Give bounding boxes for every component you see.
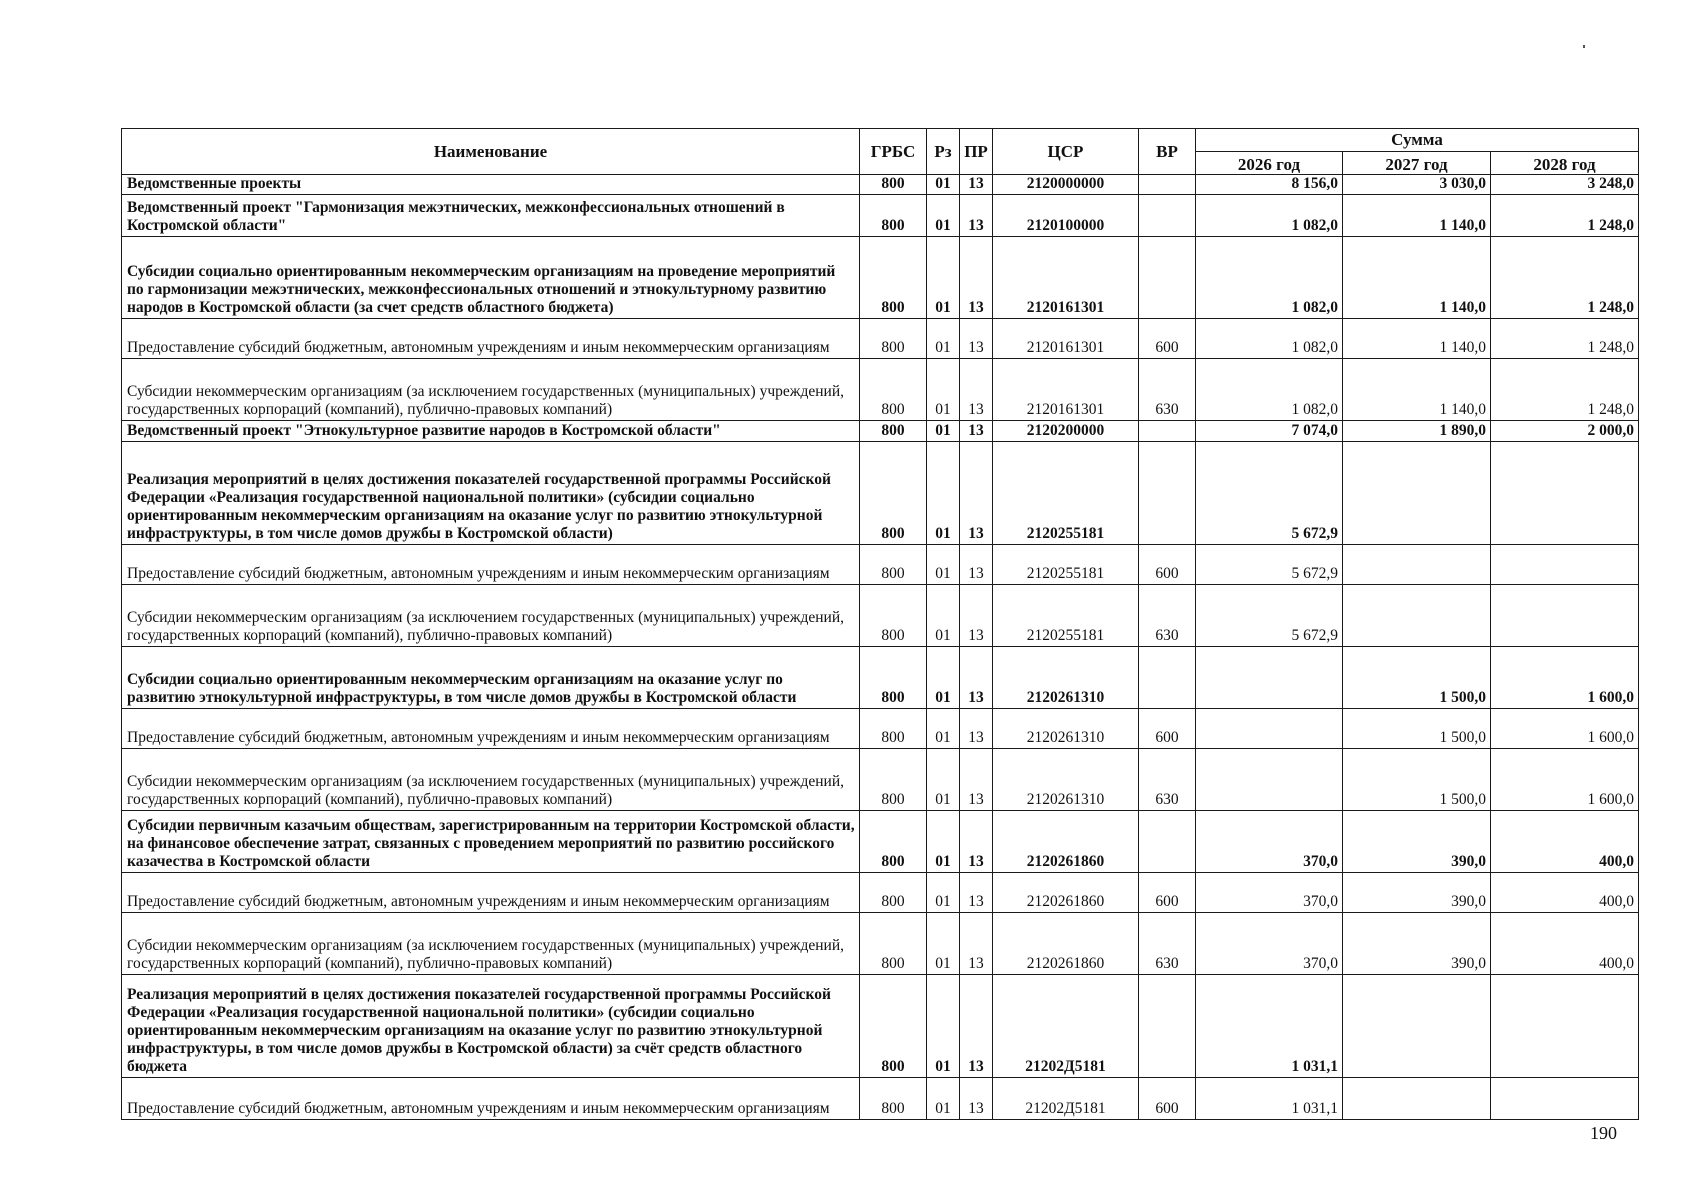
cell-grbs: 800 <box>860 913 927 975</box>
cell-2027: 390,0 <box>1343 873 1491 913</box>
table-row <box>122 873 1639 913</box>
cell-csr: 2120161301 <box>993 319 1139 359</box>
cell-2026 <box>1196 709 1343 749</box>
cell-csr: 2120261310 <box>993 749 1139 811</box>
cell-2026 <box>1196 749 1343 811</box>
cell-grbs: 800 <box>860 442 927 545</box>
cell-pr: 13 <box>960 811 993 873</box>
cell-name: Ведомственный проект "Гармонизация межэтнических, межконфессиональных отношений в Костромской области" <box>122 195 860 237</box>
cell-2027: 1 890,0 <box>1343 421 1491 442</box>
cell-name: Субсидии некоммерческим организациям (за исключением государственных (муниципальных) учреждений, государственных корпораций (компаний), публично-правовых компаний) <box>122 913 860 975</box>
cell-rz: 01 <box>927 421 960 442</box>
cell-name: Субсидии некоммерческим организациям (за исключением государственных (муниципальных) учреждений, государственных корпораций (компаний), публично-правовых компаний) <box>122 749 860 811</box>
cell-2028: 1 248,0 <box>1491 319 1639 359</box>
cell-2028: 400,0 <box>1491 913 1639 975</box>
header-year-2027: 2027 год <box>1343 152 1491 175</box>
cell-rz: 01 <box>927 647 960 709</box>
cell-rz: 01 <box>927 873 960 913</box>
cell-2028 <box>1491 442 1639 545</box>
cell-pr: 13 <box>960 319 993 359</box>
cell-grbs: 800 <box>860 359 927 421</box>
cell-csr: 21202Д5181 <box>993 1078 1139 1120</box>
cell-2026: 1 031,1 <box>1196 1078 1343 1120</box>
header-year-2026: 2026 год <box>1196 152 1343 175</box>
cell-2027 <box>1343 442 1491 545</box>
cell-csr: 2120255181 <box>993 442 1139 545</box>
cell-grbs: 800 <box>860 175 927 195</box>
cell-2027: 1 140,0 <box>1343 319 1491 359</box>
header-year-2028: 2028 год <box>1491 152 1639 175</box>
cell-2028: 400,0 <box>1491 873 1639 913</box>
cell-csr: 2120255181 <box>993 585 1139 647</box>
cell-vr: 630 <box>1139 749 1196 811</box>
cell-2026: 370,0 <box>1196 913 1343 975</box>
cell-2028: 1 248,0 <box>1491 195 1639 237</box>
table-row <box>122 647 1639 709</box>
cell-csr: 2120261860 <box>993 873 1139 913</box>
cell-2027: 390,0 <box>1343 913 1491 975</box>
cell-pr: 13 <box>960 709 993 749</box>
cell-2026: 1 082,0 <box>1196 237 1343 319</box>
table-row <box>122 811 1639 873</box>
header-rz: Рз <box>927 129 960 175</box>
cell-name: Субсидии социально ориентированным некоммерческим организациям на проведение мероприятий по гармонизации межэтнических, межконфессиональных отношений и этнокультурному развитию народов в Костромской области (за счет средств областного бюджета) <box>122 237 860 319</box>
cell-name: Ведомственный проект "Этнокультурное развитие народов в Костромской области" <box>122 421 860 442</box>
cell-vr: 630 <box>1139 359 1196 421</box>
cell-2026: 1 082,0 <box>1196 319 1343 359</box>
cell-2028: 1 600,0 <box>1491 709 1639 749</box>
cell-vr <box>1139 647 1196 709</box>
cell-grbs: 800 <box>860 647 927 709</box>
cell-grbs: 800 <box>860 237 927 319</box>
cell-pr: 13 <box>960 421 993 442</box>
table-row <box>122 442 1639 545</box>
table-row <box>122 709 1639 749</box>
cell-2027: 390,0 <box>1343 811 1491 873</box>
cell-2028: 1 248,0 <box>1491 359 1639 421</box>
cell-pr: 13 <box>960 545 993 585</box>
cell-2028: 1 600,0 <box>1491 749 1639 811</box>
cell-vr <box>1139 421 1196 442</box>
cell-csr: 2120261310 <box>993 709 1139 749</box>
cell-csr: 2120100000 <box>993 195 1139 237</box>
cell-vr: 630 <box>1139 585 1196 647</box>
cell-csr: 2120200000 <box>993 421 1139 442</box>
cell-grbs: 800 <box>860 709 927 749</box>
cell-name: Реализация мероприятий в целях достижения показателей государственной программы Российской Федерации «Реализация государственной национальной политики» (субсидии социально ориентированным некоммерческим организациям на оказание услуг по развитию этнокультурной инфраструктуры, в том числе домов дружбы в Костромской области) <box>122 442 860 545</box>
cell-rz: 01 <box>927 359 960 421</box>
cell-grbs: 800 <box>860 319 927 359</box>
cell-2027 <box>1343 545 1491 585</box>
cell-name: Предоставление субсидий бюджетным, автономным учреждениям и иным некоммерческим организациям <box>122 709 860 749</box>
cell-csr: 2120000000 <box>993 175 1139 195</box>
cell-pr: 13 <box>960 585 993 647</box>
cell-rz: 01 <box>927 811 960 873</box>
cell-vr <box>1139 811 1196 873</box>
cell-vr: 600 <box>1139 1078 1196 1120</box>
table-row <box>122 913 1639 975</box>
cell-2028: 400,0 <box>1491 811 1639 873</box>
table-row <box>122 545 1639 585</box>
cell-2028: 1 248,0 <box>1491 237 1639 319</box>
cell-name: Предоставление субсидий бюджетным, автономным учреждениям и иным некоммерческим организациям <box>122 873 860 913</box>
cell-vr <box>1139 442 1196 545</box>
cell-grbs: 800 <box>860 975 927 1078</box>
cell-2027 <box>1343 585 1491 647</box>
cell-rz: 01 <box>927 195 960 237</box>
cell-name: Реализация мероприятий в целях достижения показателей государственной программы Российской Федерации «Реализация государственной национальной политики» (субсидии социально ориентированным некоммерческим организациям на оказание услуг по развитию этнокультурной инфраструктуры, в том числе домов дружбы в Костромской области) за счёт средств областного бюджета <box>122 975 860 1078</box>
cell-name: Предоставление субсидий бюджетным, автономным учреждениям и иным некоммерческим организациям <box>122 1078 860 1120</box>
table-row <box>122 319 1639 359</box>
cell-2026: 1 082,0 <box>1196 359 1343 421</box>
cell-vr: 600 <box>1139 873 1196 913</box>
cell-2027: 1 500,0 <box>1343 749 1491 811</box>
budget-table <box>121 128 1639 1120</box>
cell-2027: 1 500,0 <box>1343 647 1491 709</box>
table-row <box>122 421 1639 442</box>
header-pr: ПР <box>960 129 993 175</box>
cell-2026: 1 031,1 <box>1196 975 1343 1078</box>
cell-csr: 2120261310 <box>993 647 1139 709</box>
header-sum: Сумма <box>1196 129 1639 152</box>
cell-vr <box>1139 195 1196 237</box>
cell-2027 <box>1343 975 1491 1078</box>
cell-2027: 1 500,0 <box>1343 709 1491 749</box>
cell-vr: 630 <box>1139 913 1196 975</box>
header-csr: ЦСР <box>993 129 1139 175</box>
cell-2028 <box>1491 1078 1639 1120</box>
table-row <box>122 1078 1639 1120</box>
cell-vr: 600 <box>1139 319 1196 359</box>
cell-csr: 2120261860 <box>993 913 1139 975</box>
cell-name: Предоставление субсидий бюджетным, автономным учреждениям и иным некоммерческим организациям <box>122 319 860 359</box>
cell-2026: 5 672,9 <box>1196 442 1343 545</box>
header-vr: ВР <box>1139 129 1196 175</box>
cell-vr <box>1139 975 1196 1078</box>
cell-pr: 13 <box>960 175 993 195</box>
cell-csr: 2120255181 <box>993 545 1139 585</box>
cell-pr: 13 <box>960 975 993 1078</box>
cell-2028 <box>1491 585 1639 647</box>
cell-2026: 1 082,0 <box>1196 195 1343 237</box>
cell-csr: 2120261860 <box>993 811 1139 873</box>
cell-rz: 01 <box>927 749 960 811</box>
cell-grbs: 800 <box>860 873 927 913</box>
cell-rz: 01 <box>927 545 960 585</box>
cell-pr: 13 <box>960 195 993 237</box>
cell-name: Субсидии первичным казачьим обществам, зарегистрированным на территории Костромской области, на финансовое обеспечение затрат, связанных с проведением мероприятий по развитию российского казачества в Костромской области <box>122 811 860 873</box>
cell-pr: 13 <box>960 913 993 975</box>
cell-rz: 01 <box>927 319 960 359</box>
cell-grbs: 800 <box>860 545 927 585</box>
cell-2028: 2 000,0 <box>1491 421 1639 442</box>
cell-2027: 3 030,0 <box>1343 175 1491 195</box>
cell-vr <box>1139 237 1196 319</box>
cell-pr: 13 <box>960 1078 993 1120</box>
cell-2026: 370,0 <box>1196 873 1343 913</box>
cell-2027: 1 140,0 <box>1343 359 1491 421</box>
table-row <box>122 359 1639 421</box>
cell-pr: 13 <box>960 749 993 811</box>
cell-2028: 1 600,0 <box>1491 647 1639 709</box>
table-row <box>122 585 1639 647</box>
cell-csr: 21202Д5181 <box>993 975 1139 1078</box>
header-name: Наименование <box>122 129 860 175</box>
cell-pr: 13 <box>960 359 993 421</box>
cell-grbs: 800 <box>860 585 927 647</box>
cell-2028 <box>1491 975 1639 1078</box>
cell-pr: 13 <box>960 442 993 545</box>
cell-rz: 01 <box>927 175 960 195</box>
cell-name: Субсидии социально ориентированным некоммерческим организациям на оказание услуг по развитию этнокультурной инфраструктуры, в том числе домов дружбы в Костромской области <box>122 647 860 709</box>
cell-2026: 7 074,0 <box>1196 421 1343 442</box>
cell-grbs: 800 <box>860 1078 927 1120</box>
cell-rz: 01 <box>927 913 960 975</box>
cell-rz: 01 <box>927 442 960 545</box>
cell-vr: 600 <box>1139 709 1196 749</box>
cell-rz: 01 <box>927 709 960 749</box>
cell-grbs: 800 <box>860 811 927 873</box>
scan-speck <box>1583 45 1585 48</box>
cell-2028 <box>1491 545 1639 585</box>
cell-name: Предоставление субсидий бюджетным, автономным учреждениям и иным некоммерческим организациям <box>122 545 860 585</box>
cell-pr: 13 <box>960 647 993 709</box>
header-grbs: ГРБС <box>860 129 927 175</box>
cell-2026 <box>1196 647 1343 709</box>
cell-2027 <box>1343 1078 1491 1120</box>
cell-2027: 1 140,0 <box>1343 195 1491 237</box>
cell-rz: 01 <box>927 1078 960 1120</box>
table-row <box>122 975 1639 1078</box>
cell-2026: 370,0 <box>1196 811 1343 873</box>
table-row <box>122 237 1639 319</box>
cell-rz: 01 <box>927 237 960 319</box>
cell-rz: 01 <box>927 975 960 1078</box>
cell-name: Ведомственные проекты <box>122 175 860 195</box>
cell-grbs: 800 <box>860 421 927 442</box>
cell-2026: 5 672,9 <box>1196 585 1343 647</box>
table-row <box>122 749 1639 811</box>
cell-name: Субсидии некоммерческим организациям (за исключением государственных (муниципальных) учреждений, государственных корпораций (компаний), публично-правовых компаний) <box>122 359 860 421</box>
cell-rz: 01 <box>927 585 960 647</box>
cell-csr: 2120161301 <box>993 237 1139 319</box>
cell-vr <box>1139 175 1196 195</box>
cell-name: Субсидии некоммерческим организациям (за исключением государственных (муниципальных) учреждений, государственных корпораций (компаний), публично-правовых компаний) <box>122 585 860 647</box>
cell-vr: 600 <box>1139 545 1196 585</box>
table-row <box>122 175 1639 195</box>
cell-2027: 1 140,0 <box>1343 237 1491 319</box>
table-row <box>122 195 1639 237</box>
cell-2026: 5 672,9 <box>1196 545 1343 585</box>
cell-2028: 3 248,0 <box>1491 175 1639 195</box>
cell-csr: 2120161301 <box>993 359 1139 421</box>
cell-2026: 8 156,0 <box>1196 175 1343 195</box>
cell-grbs: 800 <box>860 749 927 811</box>
cell-pr: 13 <box>960 873 993 913</box>
page-number: 190 <box>1590 1123 1617 1143</box>
cell-pr: 13 <box>960 237 993 319</box>
cell-grbs: 800 <box>860 195 927 237</box>
table-body <box>122 175 1639 1120</box>
